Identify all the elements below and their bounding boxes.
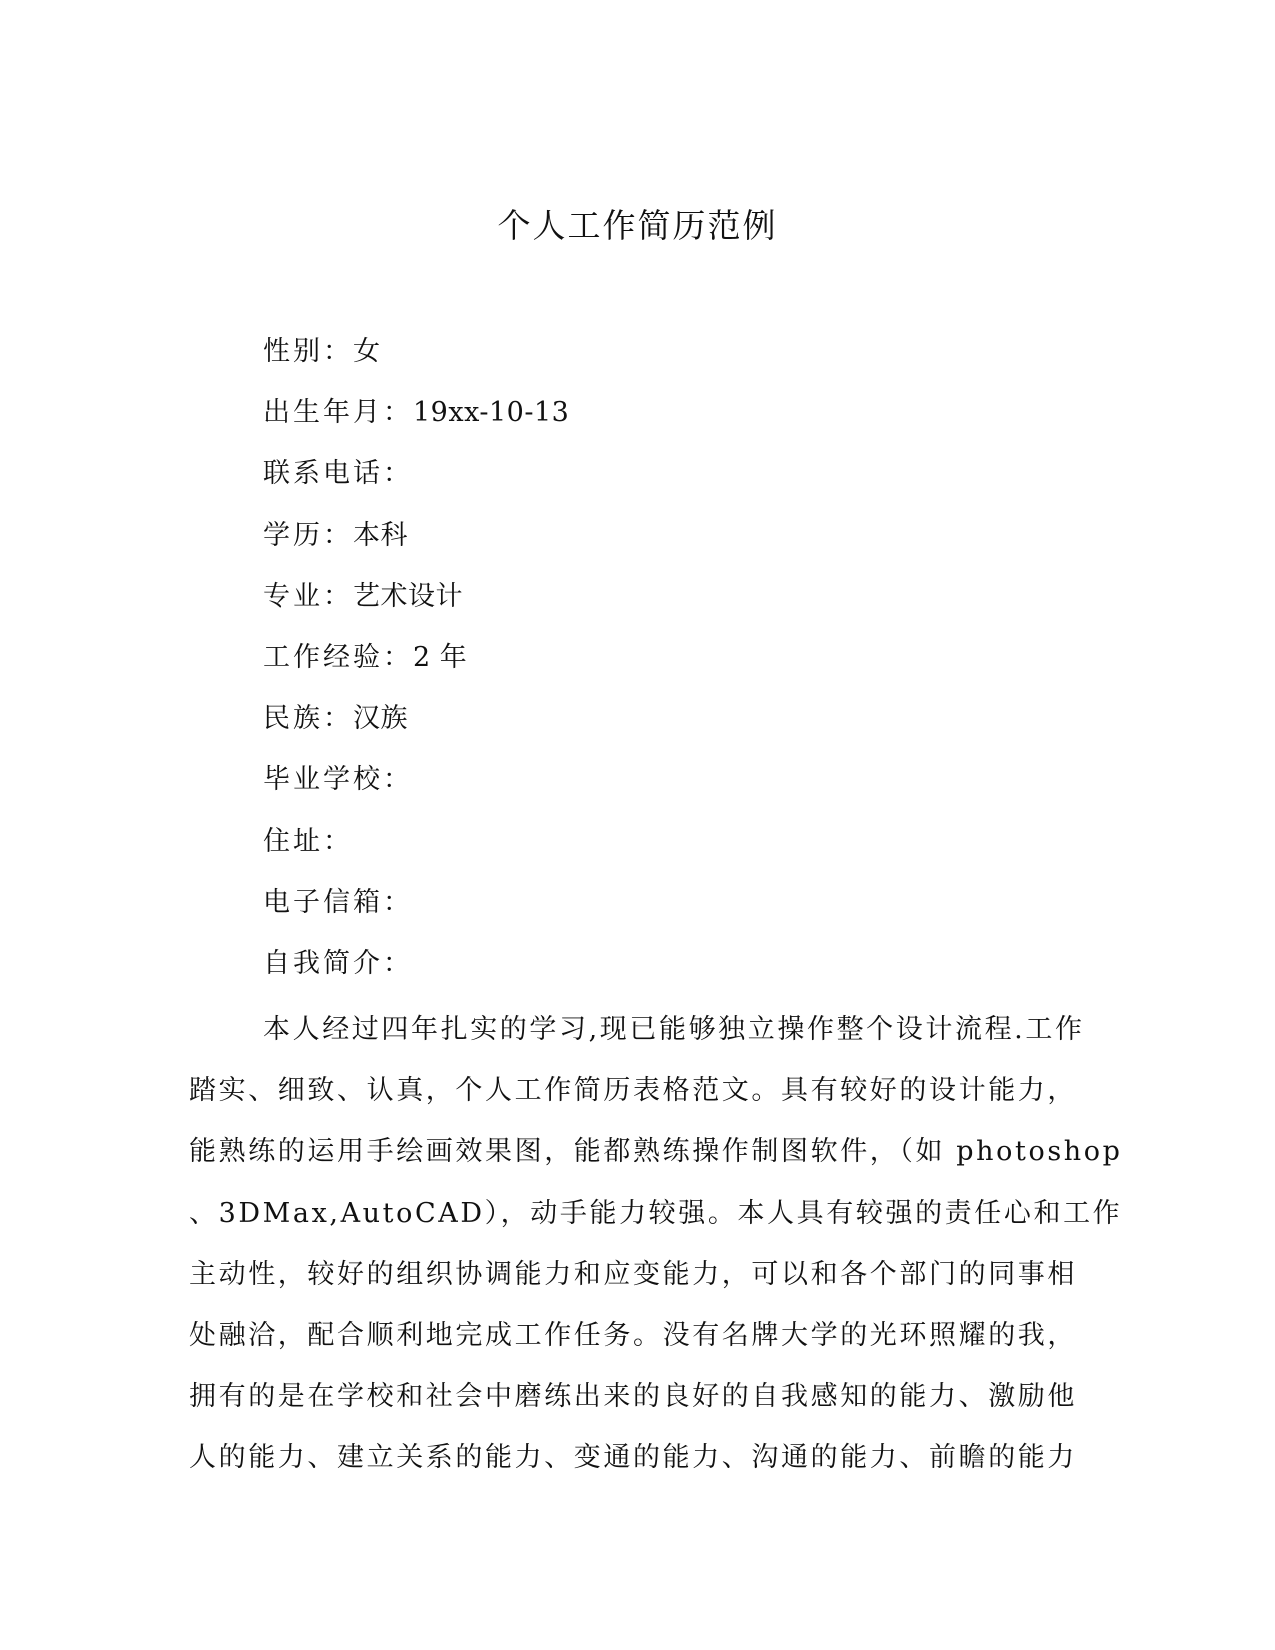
field-label: 联系电话： [263,458,413,490]
field-work-experience [263,640,569,701]
field-email [263,885,569,946]
self-intro-paragraph [189,1012,1123,1502]
field-address [263,824,569,885]
field-school [263,762,569,823]
field-label: 出生年月： [263,397,413,429]
field-label: 电子信箱： [263,886,413,918]
field-label: 学历： [263,519,353,551]
intro-line: 人的能力、建立关系的能力、变通的能力、沟通的能力、前瞻的能力 [189,1442,1077,1474]
intro-line: 本人经过四年扎实的学习,现已能够独立操作整个设计流程.工作 [263,1014,1085,1045]
field-self-intro-heading [263,946,569,1007]
field-label: 毕业学校： [263,764,413,796]
field-value: 女 [353,336,381,367]
field-value: 19xx-10-13 [413,397,570,429]
intro-line: 处融洽，配合顺利地完成工作任务。没有名牌大学的光环照耀的我， [189,1319,1077,1351]
document-title: 个人工作简历范例 [497,206,778,245]
field-label: 住址： [263,825,353,857]
field-label: 自我简介： [263,947,413,979]
field-value: 艺术设计 [353,580,463,612]
field-value: 2 年 [413,641,468,673]
field-label: 专业： [263,580,353,612]
intro-line: 主动性，较好的组织协调能力和应变能力，可以和各个部门的同事相 [189,1258,1077,1290]
field-major [263,579,569,640]
field-label: 性别： [263,336,353,367]
field-ethnicity [263,701,569,762]
intro-line: 踏实、细致、认真，个人工作简历表格范文。具有较好的设计能力， [189,1075,1077,1107]
personal-info-list [263,334,569,1007]
field-gender [263,334,569,395]
field-phone [263,456,569,517]
field-label: 工作经验： [263,641,413,673]
field-education [263,518,569,579]
field-birth-date [263,395,569,456]
intro-line: 能熟练的运用手绘画效果图，能都熟练操作制图软件，（如 photoshop [189,1136,1123,1168]
intro-line: 、3DMax,AutoCAD），动手能力较强。本人具有较强的责任心和工作 [189,1197,1123,1229]
field-value: 汉族 [353,703,408,735]
intro-line: 拥有的是在学校和社会中磨练出来的良好的自我感知的能力、激励他 [189,1381,1077,1413]
field-value: 本科 [353,519,408,551]
field-label: 民族： [263,703,353,735]
